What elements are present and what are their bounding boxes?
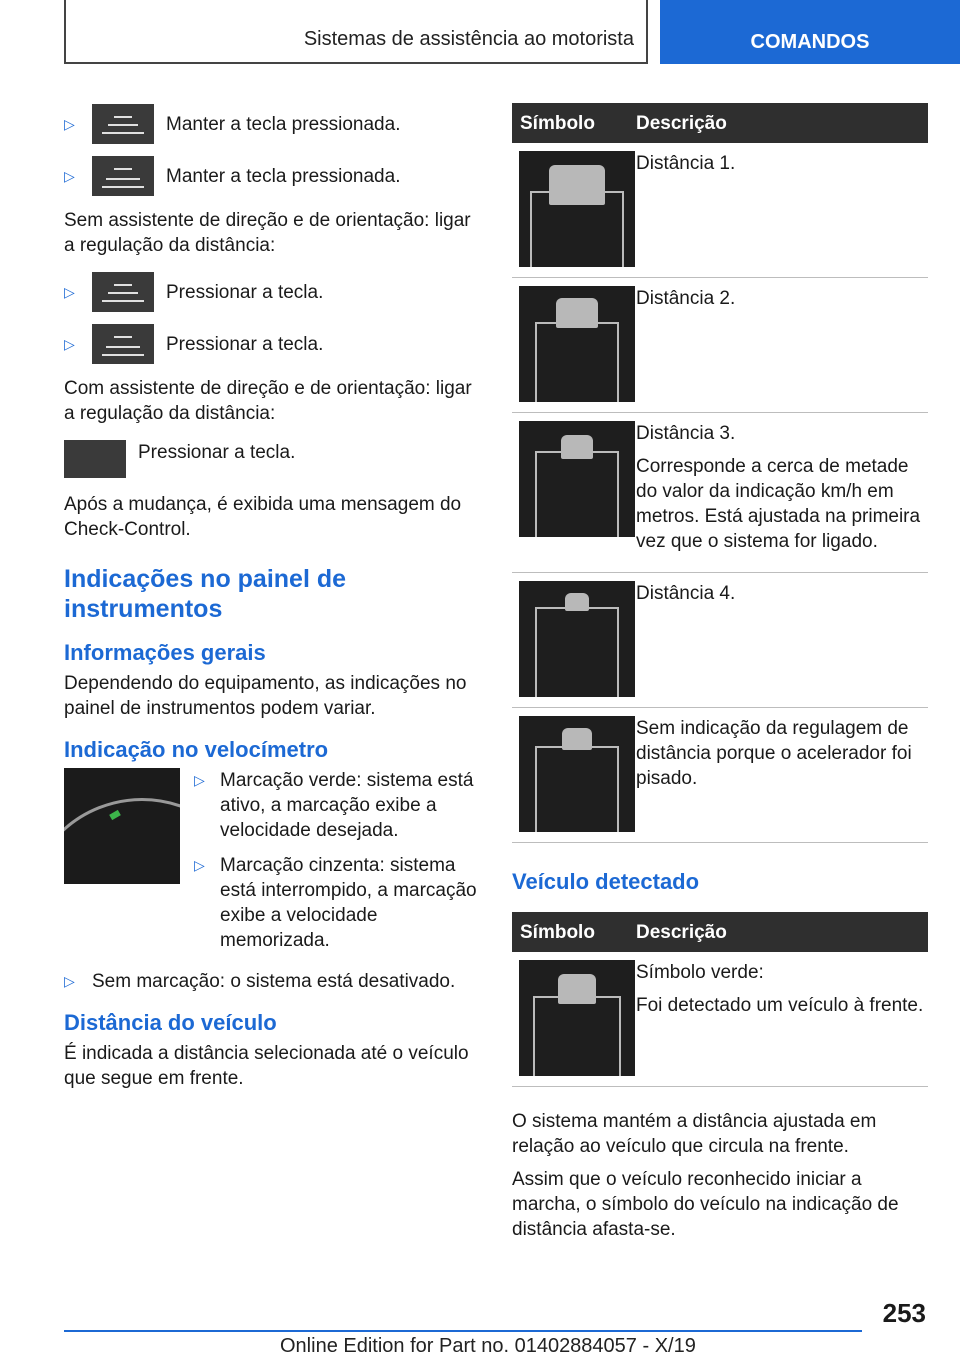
paragraph: O sistema mantém a distância ajustada em relação ao veículo que circula na frente. [512,1111,877,1157]
header-description: Descrição [636,112,727,134]
paragraph: Com assistente de direção e de orientação: ligar a regulação da distância: [64,378,472,424]
list-item-text: Sem marcação: o sistema está desativado. [92,971,456,992]
instruction-text: Pressionar a tecla. [138,442,296,463]
list-item [64,969,484,994]
subheading: Indicação no velocímetro [64,737,329,762]
header-symbol: Símbolo [520,112,595,134]
distance-increase-button-icon [92,272,154,312]
distance-2-icon [519,286,635,402]
list-item-text: Marcação verde: sistema está ativo, a marcação exibe a velocidade desejada. [220,770,474,841]
cell-text: Corresponde a cerca de metade do valor da indicação km/h em metros. Está ajustada na primeira vez que o sistema for ligado. [636,456,921,552]
cell-text: Distância 2. [636,288,736,309]
paragraph: Dependendo do equipamento, as indicações no painel de instrumentos podem variar. [64,673,467,719]
header-symbol: Símbolo [520,921,595,943]
bullet-triangle-icon: ▷ [64,283,75,300]
cell-text: Foi detectado um veículo à frente. [636,995,924,1016]
bullet-triangle-icon: ▷ [64,115,75,132]
bullet-triangle-icon: ▷ [194,772,205,788]
table-header [512,103,928,143]
edition-text: Online Edition for Part no. 01402884057 - X/19 [280,1335,696,1357]
subheading: Distância do veículo [64,1010,277,1035]
cell-text: Distância 1. [636,153,736,174]
distance-4-icon [519,581,635,697]
table-row [512,278,928,413]
bullet-triangle-icon: ▷ [64,973,75,989]
distance-decrease-button-icon [92,324,154,364]
speedometer-section [64,768,484,963]
header-description: Descrição [636,921,727,943]
speedometer-image [64,768,180,884]
list-item-text: Manter a tecla pressionada. [166,165,401,187]
cell-text: Sem indicação da regulagem de distância porque o acelerador foi pisado. [636,718,912,789]
list-item-text: Manter a tecla pressionada. [166,113,401,135]
footer-rule [64,1330,862,1332]
list-item [194,853,484,953]
bullet-triangle-icon: ▷ [194,857,205,873]
list-item-text: Pressionar a tecla. [166,281,324,303]
paragraph: Sem assistente de direção e de orientação: ligar a regulação da distância: [64,210,471,256]
table-row [512,708,928,843]
list-item [64,324,484,364]
distance-increase-button-icon [92,104,154,144]
cell-text: Distância 3. [636,423,736,444]
page-number: 253 [882,1298,926,1328]
left-column [64,104,484,1105]
list-item [64,272,484,312]
list-item [194,768,484,843]
vehicle-detected-icon [519,960,635,1076]
section-title: Sistemas de assistência ao motorista [303,28,634,50]
steering-assist-row [64,440,484,478]
subheading: Informações gerais [64,640,266,665]
table-header [512,912,928,952]
subheading: Veículo detectado [512,869,700,894]
paragraph: Assim que o veículo reconhecido iniciar a marcha, o símbolo do veículo na indicação de distância afasta-se. [512,1169,899,1240]
paragraph: É indicada a distância selecionada até o veículo que segue em frente. [64,1043,469,1089]
table-row [512,143,928,278]
header-frame [64,0,648,64]
list-item-text: Marcação cinzenta: sistema está interrompido, a marcação exibe a velocidade memorizada. [220,855,477,951]
distance-1-icon [519,151,635,267]
no-distance-icon [519,716,635,832]
list-item [64,156,484,196]
table-row [512,952,928,1087]
bullet-triangle-icon: ▷ [64,167,75,184]
steering-assist-icon [64,440,126,478]
chapter-tab[interactable]: COMANDOS [660,0,960,64]
list-item [64,104,484,144]
distance-decrease-button-icon [92,156,154,196]
cell-text: Distância 4. [636,583,736,604]
heading: Indicações no painel de instrumentos [64,565,347,623]
distance-table [512,103,928,1242]
cell-text: Símbolo verde: [636,962,764,983]
table-row [512,573,928,708]
paragraph: Após a mudança, é exibida uma mensagem do Check-Control. [64,494,462,540]
speedometer-list [194,768,484,963]
table-row [512,413,928,573]
bullet-triangle-icon: ▷ [64,335,75,352]
list-item-text: Pressionar a tecla. [166,333,324,355]
distance-3-icon [519,421,635,537]
